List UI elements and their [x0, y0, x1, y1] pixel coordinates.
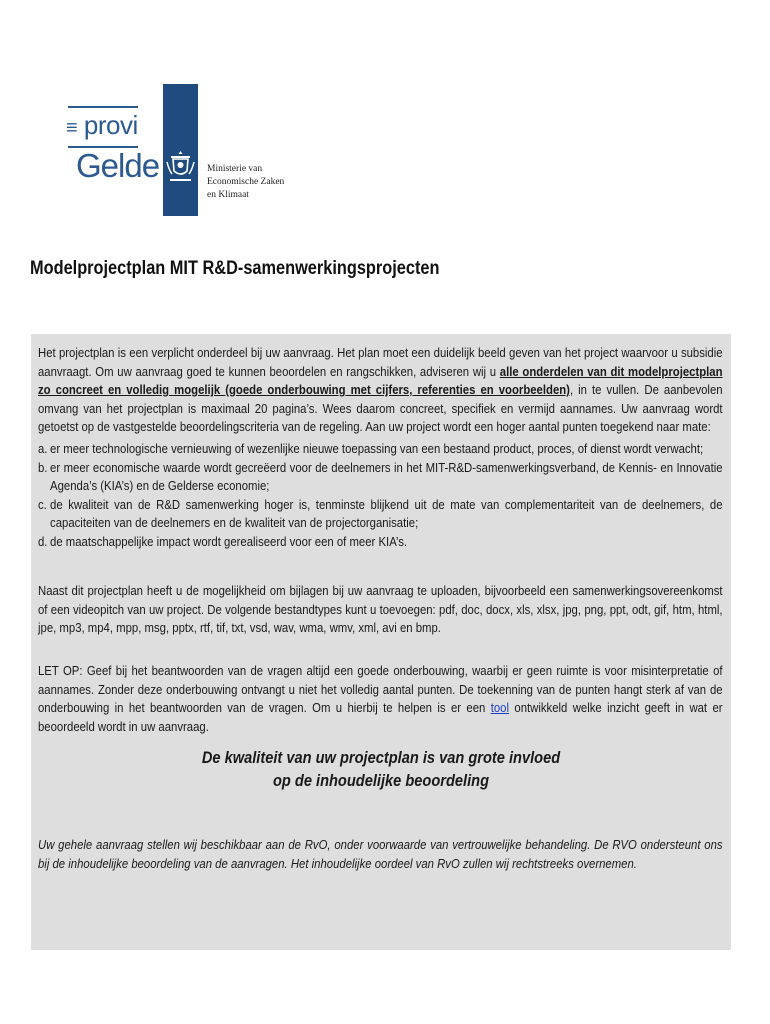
page-title: Modelprojectplan MIT R&D-samenwerkingsprojecten	[30, 258, 440, 279]
intro-emphasis: alle onderdelen van dit modelprojectplan zo concreet en volledig mogelijk (goede onderbouwing met cijfers, referenties en voorbeelden)	[38, 363, 723, 398]
note-paragraph: LET OP: Geef bij het beantwoorden van de vragen altijd een goede onderbouwing, waarbij er geen ruimte is voor misinterpretatie of aannames. Zonder deze onderbouwing ontvangt u niet het volledig aantal punten. De toekenning van de punten hangt sterk af van de onderbouwing in het beantwoorden van de vragen. Om u hierbij te helpen is er een tool ontwikkeld welke inzicht geeft in wat er beoordeeld wordt in uw aanvraag.	[38, 663, 723, 734]
list-item: a. er meer technologische vernieuwing of wezenlijke nieuwe toepassing van een bestaand product, proces, of dienst wordt verwacht;	[38, 441, 704, 456]
logo-text-line2: Gelde	[76, 147, 160, 184]
instruction-panel	[31, 334, 731, 950]
confidentiality-paragraph: Uw gehele aanvraag stellen wij beschikbaar aan de RvO, onder voorwaarde van vertrouwelijke behandeling. De RVO ondersteunt ons bij de inhoudelijke beoordeling van de aanvragen. Het inhoudelijke oordeel van RvO zullen wij rechtstreeks overnemen.	[38, 837, 723, 871]
tool-link[interactable]: tool	[490, 700, 510, 716]
ministry-name: Ministerie van Economische Zaken en Klimaat	[207, 164, 285, 200]
quality-quote	[31, 746, 731, 792]
logo-rule-top	[68, 106, 138, 108]
quote-line1: De kwaliteit van uw projectplan is van grote invloed	[201, 748, 561, 767]
rijksoverheid-logo	[163, 84, 198, 216]
quote-line2: op de inhoudelijke beoordeling	[272, 771, 490, 790]
provincie-gelderland-logo	[66, 102, 160, 192]
intro-paragraph: Het projectplan is een verplicht onderdeel bij uw aanvraag. Het plan moet een duidelijk beeld geven van het project waarvoor u subsidie aanvraagt. Om uw aanvraag goed te kunnen beoordelen en rangschikken, adviseren wij u alle onderdelen van dit modelprojectplan zo concreet en volledig mogelijk (goede onderbouwing met cijfers, referenties en voorbeelden), in te vullen. De aanbevolen omvang van het projectplan is maximaal 20 pagina’s. Wees daarom concreet, specifiek en vermijd aannames. Uw aanvraag wordt getoetst op de vastgestelde beoordelingscriteria van de regeling. Aan uw project wordt een hoger aantal punten toegekend naar mate:	[38, 345, 723, 435]
attachments-paragraph: Naast dit projectplan heeft u de mogelijkheid om bijlagen bij uw aanvraag te uploaden, bijvoorbeeld een samenwerkingsovereenkomst of een videopitch van uw project. De volgende bestandtypes kunt u toevoegen: pdf, doc, docx, xls, xlsx, jpg, png, ppt, odt, gif, htm, html, jpe, mp3, mp4, mpp, msg, pptx, rtf, tif, txt, vsd, wav, wma, wmv, xml, avi en bmp.	[38, 583, 723, 636]
coat-of-arms-icon	[166, 150, 195, 184]
criteria-list	[38, 440, 723, 552]
logo-text-line1: ≡ provi	[66, 110, 138, 140]
list-item: d. de maatschappelijke impact wordt gerealiseerd voor een of meer KIA’s.	[38, 533, 408, 549]
list-item: b. er meer economische waarde wordt gecreëerd voor de deelnemers in het MIT-R&D-samenwerkingsverband, de Kennis- en Innovatie Agenda’s (KIA’s) en de Gelderse economie;	[38, 459, 723, 494]
list-item: c. de kwaliteit van de R&D samenwerking hoger is, tenminste blijkend uit de mate van complementariteit van de deelnemers, de capaciteiten van de deelnemers en de kwaliteit van de projectorganisatie;	[38, 496, 723, 531]
menu-lines-icon: ≡	[66, 117, 78, 139]
